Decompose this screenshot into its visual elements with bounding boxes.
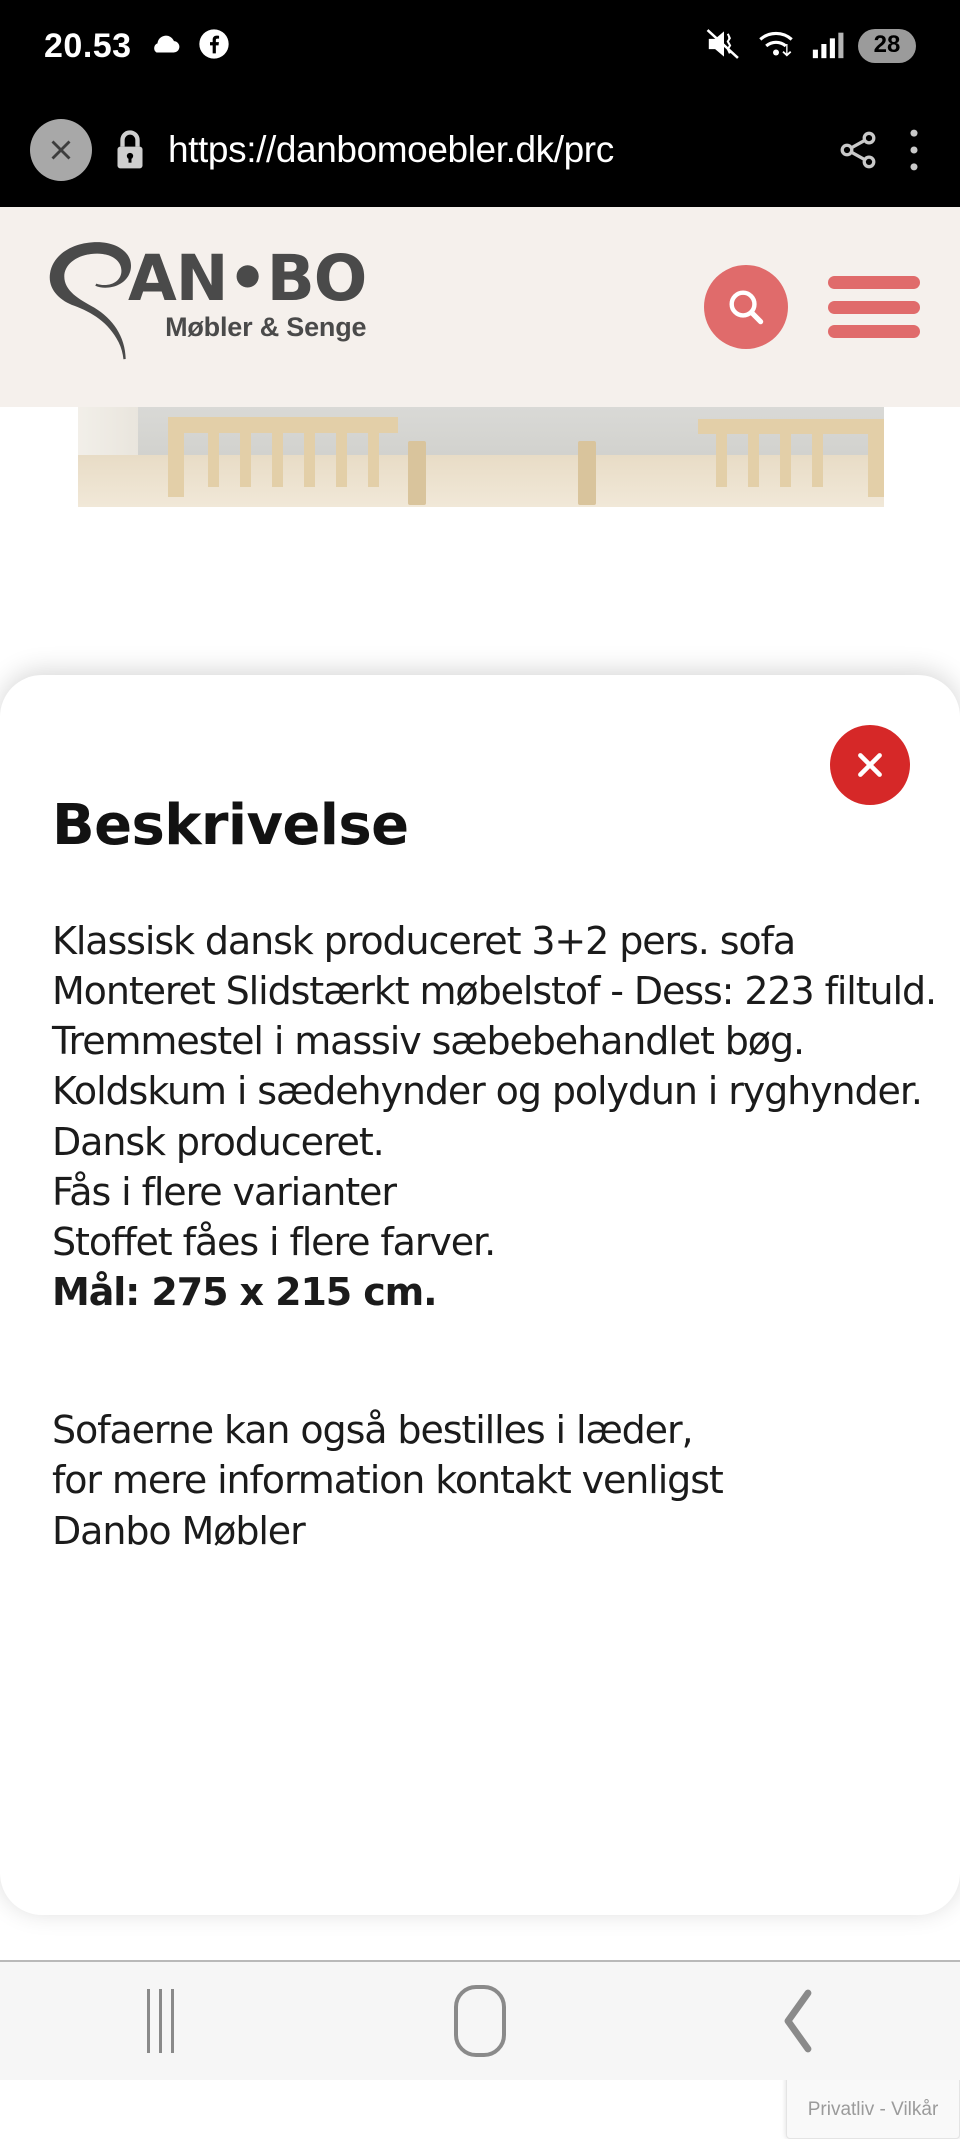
home-icon[interactable] <box>320 1962 640 2080</box>
share-icon[interactable] <box>836 128 880 172</box>
three-dots-vertical-icon[interactable] <box>898 127 930 173</box>
description-line: Koldskum i sædehynder og polydun i ryghynder. <box>52 1069 922 1114</box>
menu-bar-2 <box>828 301 920 314</box>
description-body <box>52 858 936 1556</box>
close-x-icon[interactable] <box>830 725 910 805</box>
status-clock: 20.53 <box>44 26 132 65</box>
menu-bar-3 <box>828 325 920 338</box>
browser-url-bar <box>0 92 960 207</box>
recents-bar-2 <box>159 1989 162 2053</box>
sofa-arm-right <box>698 407 884 507</box>
search-icon[interactable] <box>704 265 788 349</box>
recents-bar-3 <box>171 1989 174 2053</box>
site-logo[interactable] <box>40 239 366 376</box>
status-bar-right <box>705 27 916 66</box>
description-line: Tremmestel i massiv sæbebehandlet bøg. <box>52 1019 804 1064</box>
description-dimensions: Mål: 275 x 215 cm. <box>52 1270 437 1315</box>
signal-icon <box>809 27 845 66</box>
danbo-swoosh-icon <box>40 239 140 376</box>
header-actions <box>704 265 920 349</box>
page-title: Beskrivelse <box>52 793 409 858</box>
facebook-icon <box>198 28 230 65</box>
close-x-icon[interactable] <box>30 119 92 181</box>
site-logo-text <box>128 239 366 344</box>
menu-bar-1 <box>828 276 920 289</box>
wifi-icon <box>756 27 796 66</box>
recents-bar-1 <box>147 1989 150 2053</box>
description-line: Stoffet fåes i flere farver. <box>52 1219 496 1264</box>
back-chevron-icon[interactable] <box>640 1962 960 2080</box>
product-image[interactable] <box>78 407 884 507</box>
status-bar <box>0 0 960 92</box>
recaptcha-label[interactable]: Privatliv - Vilkår <box>807 2099 939 2120</box>
web-page-viewport <box>0 207 960 2120</box>
status-bar-left <box>44 27 230 66</box>
logo-wordmark: AN•BO <box>128 241 367 315</box>
lock-icon <box>110 126 150 174</box>
hamburger-menu-icon[interactable] <box>828 276 920 338</box>
android-nav-bar <box>0 1960 960 2080</box>
url-text[interactable]: https://danbomoebler.dk/prc <box>168 128 614 170</box>
description-modal <box>0 675 960 1915</box>
sofa-arm-left <box>168 407 398 507</box>
recents-icon[interactable] <box>0 1962 320 2080</box>
description-line: Dansk produceret. <box>52 1119 384 1164</box>
logo-tagline: Møbler & Senge <box>165 312 367 343</box>
cloud-icon <box>148 27 182 66</box>
mute-vibrate-icon <box>705 27 743 66</box>
description-line: Monteret Slidstærkt møbelstof - Dess: 223 filtuld. <box>52 969 936 1014</box>
description-paragraph-2: Sofaerne kan også bestilles i læder, for mere information kontakt venligst Danbo Møbler <box>52 1408 723 1553</box>
description-line: Klassisk dansk produceret 3+2 pers. sofa <box>52 919 796 963</box>
site-header <box>0 207 960 407</box>
description-line: Fås i flere varianter <box>52 1169 396 1214</box>
battery-badge: 28 <box>858 29 916 62</box>
